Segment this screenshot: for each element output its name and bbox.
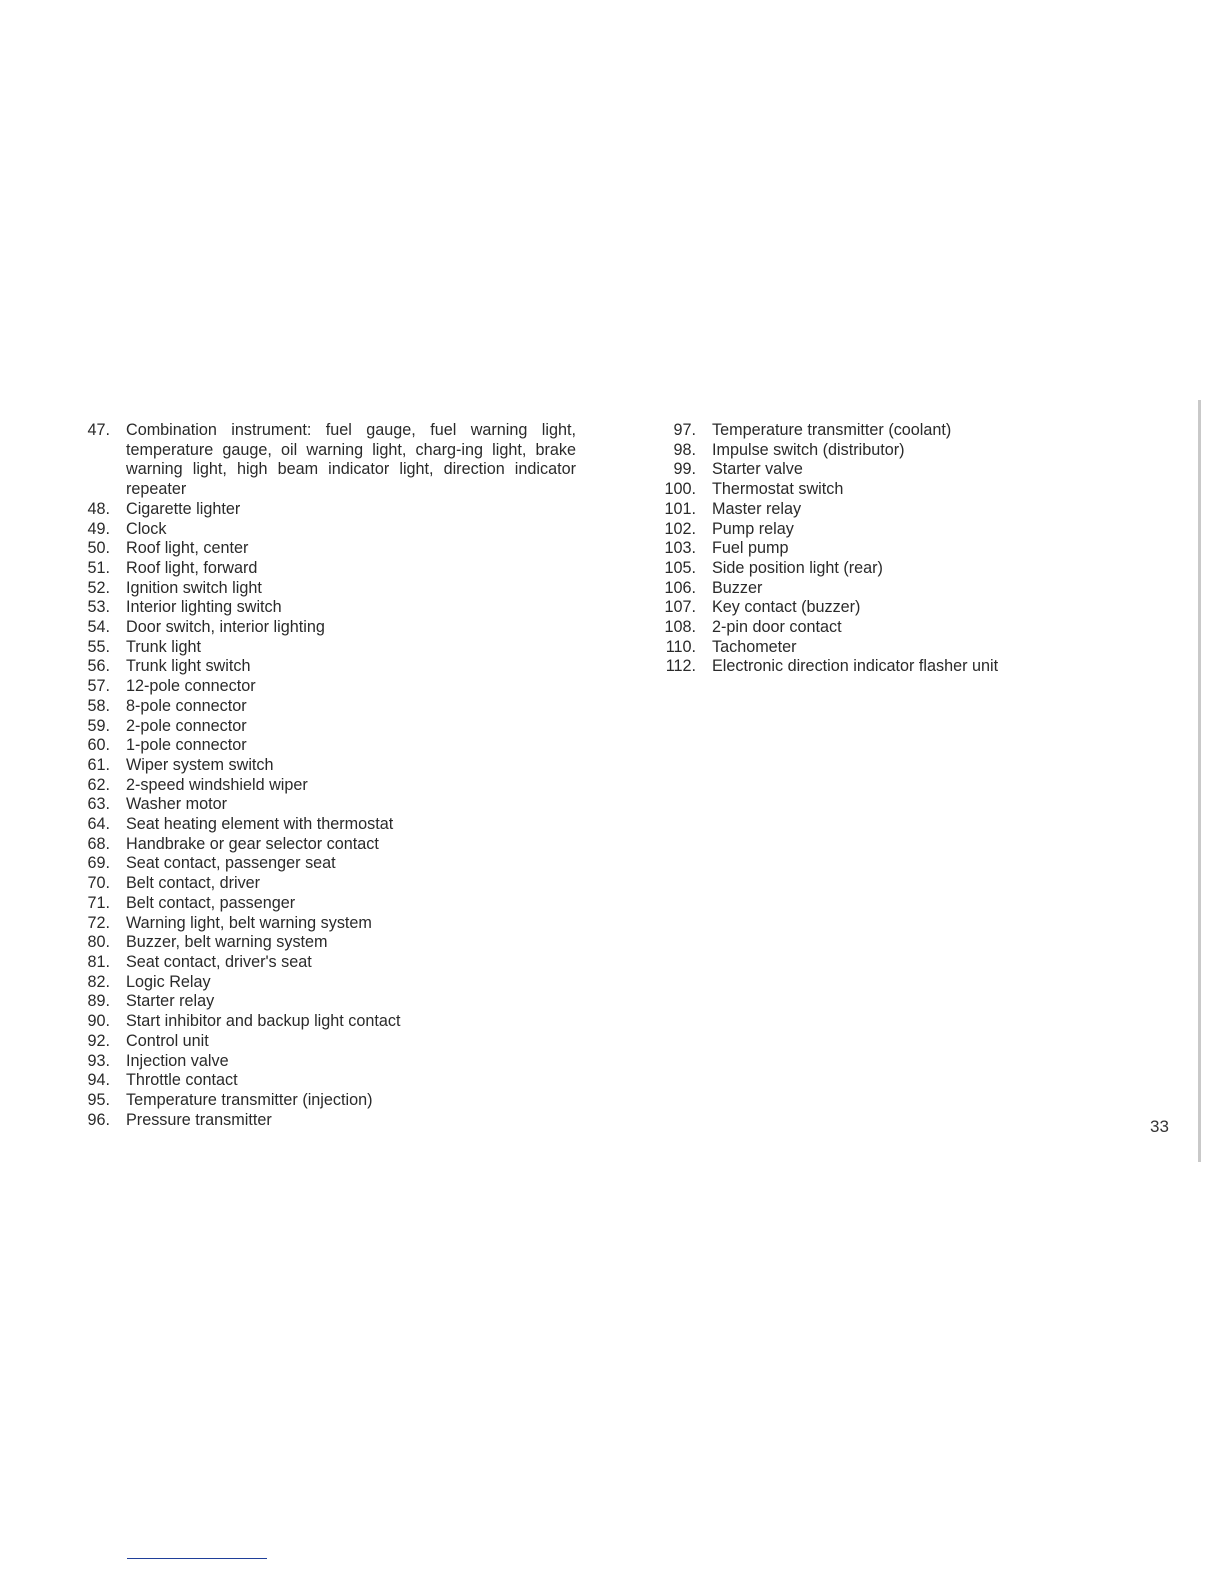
legend-item-label: Seat heating element with thermostat	[126, 815, 394, 834]
legend-item-label: Injection valve	[126, 1051, 229, 1070]
legend-item	[658, 441, 1078, 461]
legend-item-label: Fuel pump	[712, 539, 789, 558]
legend-item-number: 49.	[87, 519, 110, 538]
legend-item-number: 63.	[87, 795, 110, 814]
legend-item-label: Control unit	[126, 1031, 209, 1050]
legend-item-number: 98.	[673, 440, 696, 459]
legend-item-number: 69.	[87, 854, 110, 873]
legend-item-label: Pump relay	[712, 519, 794, 538]
legend-item-label: Buzzer	[712, 578, 763, 597]
legend-item	[82, 854, 576, 874]
legend-item-label: Starter relay	[126, 992, 215, 1011]
legend-item	[82, 579, 576, 599]
legend-item	[658, 618, 1078, 638]
legend-item	[82, 1111, 576, 1131]
legend-list-left	[82, 421, 576, 1130]
legend-item-label: Pressure transmitter	[126, 1110, 272, 1129]
legend-item-number: 48.	[87, 499, 110, 518]
footnote-rule	[127, 1558, 267, 1559]
legend-item	[82, 638, 576, 658]
legend-item-number: 100.	[664, 480, 696, 499]
legend-item-label: Belt contact, passenger	[126, 893, 296, 912]
legend-item-label: 2-pin door contact	[712, 618, 842, 637]
legend-item-number: 62.	[87, 775, 110, 794]
legend-item-number: 105.	[664, 558, 696, 577]
legend-item-number: 97.	[673, 421, 696, 439]
legend-item	[658, 657, 1078, 677]
legend-item-number: 81.	[87, 952, 110, 971]
legend-item	[82, 618, 576, 638]
legend-item	[82, 933, 576, 953]
legend-item-label: Belt contact, driver	[126, 874, 261, 893]
legend-item	[82, 559, 576, 579]
legend-item	[658, 500, 1078, 520]
legend-item-number: 93.	[87, 1051, 110, 1070]
legend-item-number: 64.	[87, 815, 110, 834]
legend-item-number: 52.	[87, 578, 110, 597]
legend-item-number: 108.	[664, 618, 696, 637]
legend-item-number: 55.	[87, 637, 110, 656]
legend-item-label: Seat contact, driver's seat	[126, 952, 312, 971]
legend-item-label: Buzzer, belt warning system	[126, 933, 328, 952]
legend-item-label: Warning light, belt warning system	[126, 913, 372, 932]
legend-item	[82, 1071, 576, 1091]
legend-item-number: 71.	[87, 893, 110, 912]
legend-item-label: Key contact (buzzer)	[712, 598, 861, 617]
legend-item-label: 2-speed windshield wiper	[126, 775, 308, 794]
legend-item-label: Roof light, forward	[126, 558, 258, 577]
legend-item	[658, 559, 1078, 579]
legend-item-label: 12-pole connector	[126, 677, 256, 696]
legend-item-label: Electronic direction indicator flasher unit	[712, 657, 999, 676]
legend-item-number: 72.	[87, 913, 110, 932]
legend-item-number: 99.	[673, 460, 696, 479]
legend-item	[82, 598, 576, 618]
legend-item-label: Starter valve	[712, 460, 803, 479]
legend-item-label: Clock	[126, 519, 167, 538]
legend-item-label: Logic Relay	[126, 972, 211, 991]
legend-item	[82, 973, 576, 993]
legend-item-label: Wiper system switch	[126, 755, 274, 774]
legend-item-number: 68.	[87, 834, 110, 853]
legend-item	[82, 835, 576, 855]
legend-item-label: 1-pole connector	[126, 736, 247, 755]
legend-item-number: 89.	[87, 992, 110, 1011]
legend-item-number: 70.	[87, 874, 110, 893]
legend-item-number: 102.	[664, 519, 696, 538]
legend-item-label: Start inhibitor and backup light contact	[126, 1012, 401, 1031]
legend-item	[82, 736, 576, 756]
legend-item-number: 112.	[665, 657, 696, 676]
legend-item-label: Seat contact, passenger seat	[126, 854, 336, 873]
legend-item-number: 57.	[87, 677, 110, 696]
legend-item-label: Temperature transmitter (injection)	[126, 1090, 373, 1109]
legend-item	[82, 717, 576, 737]
legend-item	[658, 421, 1078, 441]
legend-item-number: 53.	[87, 598, 110, 617]
legend-item-label: Throttle contact	[126, 1071, 238, 1090]
legend-item-label: Washer motor	[126, 795, 228, 814]
legend-item-number: 56.	[87, 657, 110, 676]
legend-item	[82, 756, 576, 776]
legend-item	[82, 1032, 576, 1052]
legend-item-label: Thermostat switch	[712, 480, 844, 499]
legend-item	[82, 677, 576, 697]
legend-item	[82, 1052, 576, 1072]
legend-item-label: Impulse switch (distributor)	[712, 440, 905, 459]
legend-item-number: 58.	[87, 696, 110, 715]
legend-item	[82, 539, 576, 559]
legend-item-label: 8-pole connector	[126, 696, 247, 715]
legend-item-number: 92.	[87, 1031, 110, 1050]
legend-item-number: 60.	[87, 736, 110, 755]
legend-item	[82, 894, 576, 914]
binding-edge-line	[1198, 400, 1201, 1162]
page-number: 33	[1150, 1117, 1169, 1136]
legend-item-number: 90.	[87, 1012, 110, 1031]
legend-item-number: 110.	[665, 637, 696, 656]
legend-item-label: Roof light, center	[126, 539, 249, 558]
legend-item	[658, 520, 1078, 540]
legend-item-number: 103.	[664, 539, 696, 558]
legend-item-label: Door switch, interior lighting	[126, 618, 325, 637]
legend-item-number: 50.	[87, 539, 110, 558]
legend-item	[82, 1091, 576, 1111]
legend-item-number: 82.	[87, 972, 110, 991]
legend-item-number: 47.	[87, 421, 110, 439]
legend-item	[82, 520, 576, 540]
legend-item-label: Cigarette lighter	[126, 499, 241, 518]
legend-item	[82, 914, 576, 934]
legend-item	[82, 421, 576, 500]
legend-item-label: Combination instrument: fuel gauge, fuel warning light, temperature gauge, oil warning light, charg-ing light, brake warning light, high beam indicator light, direction indicator repeater	[126, 421, 576, 499]
legend-item-label: Interior lighting switch	[126, 598, 282, 617]
legend-item	[82, 697, 576, 717]
legend-item-label: Trunk light switch	[126, 657, 251, 676]
legend-item	[82, 953, 576, 973]
legend-item	[658, 480, 1078, 500]
legend-item-label: Side position light (rear)	[712, 558, 883, 577]
legend-item-number: 95.	[87, 1090, 110, 1109]
legend-item-label: Handbrake or gear selector contact	[126, 834, 379, 853]
legend-list-right	[658, 421, 1078, 677]
legend-item	[658, 539, 1078, 559]
legend-item	[82, 795, 576, 815]
legend-item	[658, 579, 1078, 599]
legend-item-label: Master relay	[712, 499, 802, 518]
legend-item-number: 54.	[87, 618, 110, 637]
legend-item-number: 51.	[87, 558, 110, 577]
legend-item	[82, 500, 576, 520]
legend-item-label: Trunk light	[126, 637, 201, 656]
legend-item	[658, 460, 1078, 480]
legend-item	[658, 598, 1078, 618]
legend-item-number: 106.	[664, 578, 696, 597]
legend-item-number: 59.	[87, 716, 110, 735]
legend-item-number: 80.	[87, 933, 110, 952]
legend-item-number: 107.	[664, 598, 696, 617]
legend-item	[82, 992, 576, 1012]
legend-item-number: 94.	[87, 1071, 110, 1090]
legend-item-number: 101.	[664, 499, 696, 518]
legend-item-label: Ignition switch light	[126, 578, 262, 597]
legend-item	[82, 1012, 576, 1032]
legend-item	[82, 657, 576, 677]
legend-item-number: 96.	[87, 1110, 110, 1129]
legend-item-label: 2-pole connector	[126, 716, 247, 735]
legend-item-label: Temperature transmitter (coolant)	[712, 421, 952, 439]
legend-item-label: Tachometer	[712, 637, 797, 656]
legend-item	[82, 815, 576, 835]
legend-item	[82, 776, 576, 796]
legend-item	[658, 638, 1078, 658]
legend-item-number: 61.	[87, 755, 110, 774]
legend-item	[82, 874, 576, 894]
